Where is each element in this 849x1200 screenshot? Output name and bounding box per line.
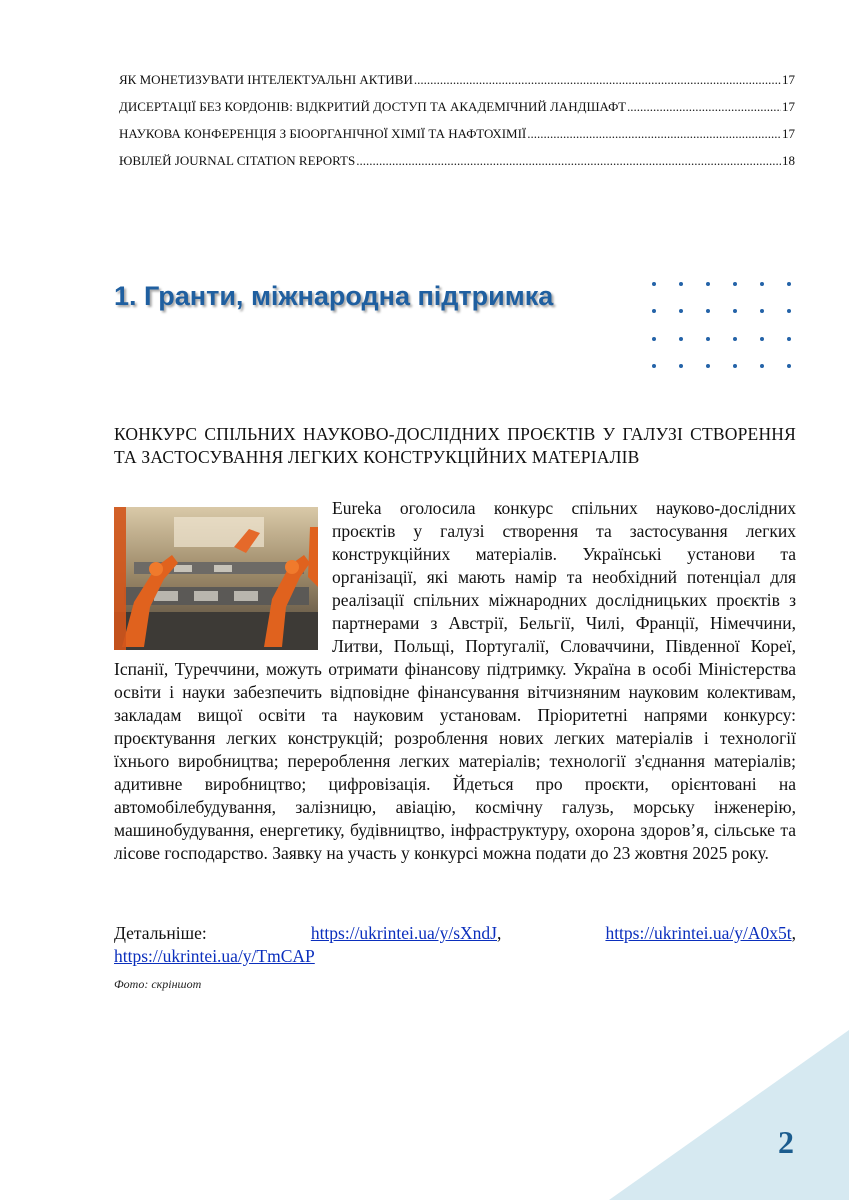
article-title: КОНКУРС СПІЛЬНИХ НАУКОВО-ДОСЛІДНИХ ПРОЄКТІВ У ГАЛУЗІ СТВОРЕННЯ ТА ЗАСТОСУВАННЯ ЛЕГКИХ КОНСТРУКЦІЙНИХ МАТЕРІАЛІВ	[114, 424, 796, 467]
page-number: 2	[778, 1124, 794, 1160]
dot	[706, 282, 710, 286]
table-of-contents	[119, 72, 795, 180]
dot	[652, 309, 656, 313]
dot	[706, 364, 710, 368]
dot	[733, 364, 737, 368]
article-photo	[114, 507, 318, 650]
toc-entry[interactable]	[119, 72, 795, 99]
dot	[760, 337, 764, 341]
toc-entry[interactable]	[119, 99, 795, 126]
dot	[706, 309, 710, 313]
dot	[652, 337, 656, 341]
link-separator: ,	[497, 923, 502, 943]
dot	[679, 337, 683, 341]
dot	[706, 337, 710, 341]
section-heading: 1. Гранти, міжнародна підтримка	[114, 281, 554, 311]
dot	[679, 309, 683, 313]
toc-entry-page: 18	[782, 153, 795, 168]
links-line	[114, 922, 796, 945]
link-separator: ,	[791, 923, 796, 943]
link-wrapper	[311, 922, 502, 945]
toc-entry-title: ЯК МОНЕТИЗУВАТИ ІНТЕЛЕКТУАЛЬНІ АКТИВИ	[119, 72, 413, 87]
dot	[760, 364, 764, 368]
toc-entry-title: НАУКОВА КОНФЕРЕНЦІЯ З БІООРГАНІЧНОЇ ХІМІЇ ТА НАФТОХІМІЇ	[119, 126, 527, 141]
links-paragraph	[114, 922, 796, 968]
more-label: Детальніше:	[114, 923, 207, 943]
dot	[787, 282, 791, 286]
dot	[733, 309, 737, 313]
dot	[652, 282, 656, 286]
photo-caption: Фото: скріншот	[114, 977, 202, 991]
toc-entry-page: 17	[782, 99, 795, 114]
decorative-corner-triangle	[609, 1030, 849, 1200]
toc-leader-dots	[527, 126, 781, 142]
dot	[787, 337, 791, 341]
dot	[733, 337, 737, 341]
toc-entry[interactable]	[119, 153, 795, 180]
dot	[787, 309, 791, 313]
decorative-dot-grid	[652, 278, 802, 374]
article-body-block	[114, 497, 796, 865]
toc-leader-dots	[627, 99, 781, 115]
dot	[760, 309, 764, 313]
toc-entry-title: ЮВІЛЕЙ JOURNAL CITATION REPORTS	[119, 153, 356, 168]
link-wrapper	[605, 922, 796, 945]
links-line	[114, 945, 796, 968]
dot	[760, 282, 764, 286]
dot	[679, 282, 683, 286]
toc-leader-dots	[414, 72, 781, 88]
dot	[679, 364, 683, 368]
dot	[652, 364, 656, 368]
toc-leader-dots	[356, 153, 781, 169]
dot	[733, 282, 737, 286]
toc-entry-title: ДИСЕРТАЦІЇ БЕЗ КОРДОНІВ: ВІДКРИТИЙ ДОСТУП ТА АКАДЕМІЧНИЙ ЛАНДШАФТ	[119, 99, 627, 114]
factory-robots-illustration	[114, 507, 318, 650]
toc-entry[interactable]	[119, 126, 795, 153]
link-3[interactable]: https://ukrintei.ua/y/TmCAP	[114, 946, 315, 966]
link-2[interactable]: https://ukrintei.ua/y/A0x5t	[605, 923, 792, 943]
link-1[interactable]: https://ukrintei.ua/y/sXndJ	[310, 923, 497, 943]
toc-entry-page: 17	[782, 126, 795, 141]
dot	[787, 364, 791, 368]
article-body-text: Eureka оголосила конкурс спільних науково-дослідних проєктів у галузі створення та застосування легких конструкційних матеріалів. Українські установи та організації, які мають намір та необхідний потенціал для реалізації спільних міжнародних дослідницьких проєктів з партнерами з Австрії, Бельгії, Чилі, Франції, Німеччини, Литви, Польщі, Португалії, Словаччини, Південної Кореї, Іспанії, Туреччини, можуть отримати фінансову підтримку. Україна в особі Міністерства освіти і науки забезпечить відповідне фінансування вітчизняним науковим колективам, закладам вищої освіти та науковим установам. Пріоритетні напрями конкурсу: проєктування легких конструкцій; розроблення нових легких матеріалів і технології їхнього виробництва; перероблення легких матеріалів; технології з'єднання матеріалів; адитивне виробництво; цифровізація. Йдеться про проєкти, орієнтовані на автомобілебудування, залізницю, авіацію, космічну галузь, морську інженерію, машинобудування, енергетику, будівництво, інфраструктуру, охорона здоров’я, сільське та лісове господарство. Заявку на участь у конкурсі можна подати до 23 жовтня 2025 року.	[114, 498, 796, 863]
toc-entry-page: 17	[782, 72, 795, 87]
